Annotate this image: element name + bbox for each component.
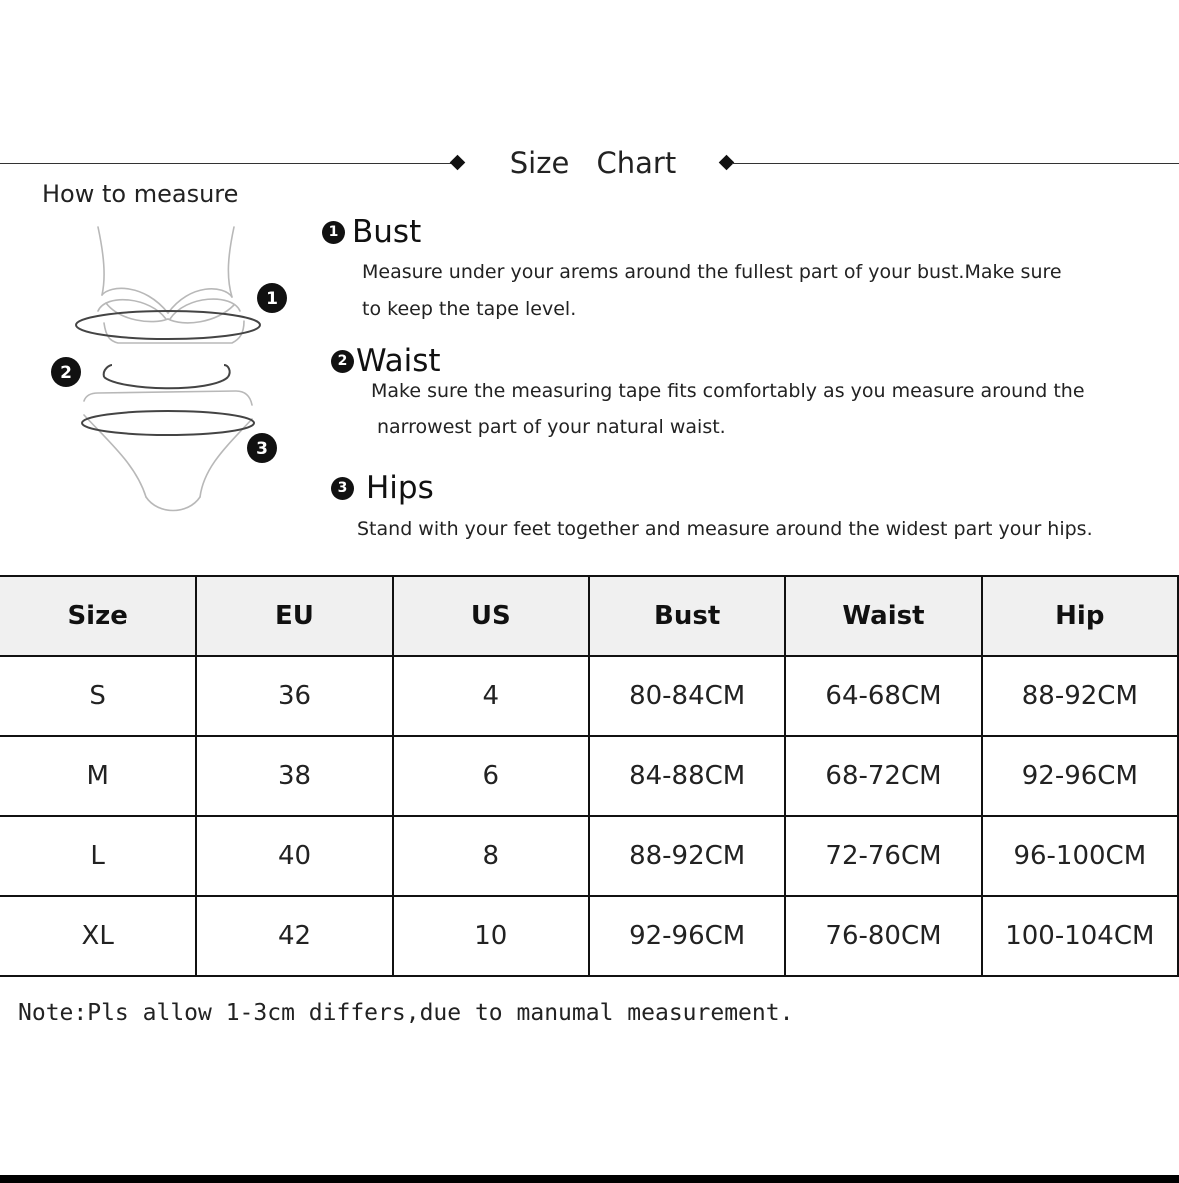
bust-heading bbox=[322, 214, 421, 250]
bust-line-2: to keep the tape level. bbox=[362, 298, 577, 320]
table-cell: 6 bbox=[393, 736, 589, 816]
waist-line-1: Make sure the measuring tape fits comfortably as you measure around the bbox=[371, 380, 1085, 402]
size-table bbox=[0, 575, 1179, 977]
bust-line-1: Measure under your arems around the fullest part of your bust.Make sure bbox=[362, 261, 1062, 283]
table-cell: 100-104CM bbox=[982, 896, 1178, 976]
header-rule-left bbox=[0, 163, 452, 164]
table-cell: 88-92CM bbox=[982, 656, 1178, 736]
table-cell: 72-76CM bbox=[785, 816, 981, 896]
table-header-row bbox=[0, 576, 1178, 656]
table-cell: 68-72CM bbox=[785, 736, 981, 816]
bottom-bar bbox=[0, 1175, 1179, 1183]
marker-1-icon bbox=[257, 283, 287, 313]
column-header-size: Size bbox=[0, 576, 196, 656]
diamond-icon bbox=[450, 155, 466, 171]
table-cell: 96-100CM bbox=[982, 816, 1178, 896]
column-header-hip: Hip bbox=[982, 576, 1178, 656]
table-row bbox=[0, 816, 1178, 896]
table-cell: 80-84CM bbox=[589, 656, 785, 736]
waist-line-2: narrowest part of your natural waist. bbox=[377, 416, 726, 438]
table-row bbox=[0, 896, 1178, 976]
table-cell: 8 bbox=[393, 816, 589, 896]
marker-3-icon bbox=[247, 433, 277, 463]
table-cell: XL bbox=[0, 896, 196, 976]
number-2-icon: 2 bbox=[331, 350, 354, 373]
table-cell: L bbox=[0, 816, 196, 896]
table-cell: 92-96CM bbox=[589, 896, 785, 976]
table-cell: S bbox=[0, 656, 196, 736]
header-rule-right bbox=[732, 163, 1179, 164]
marker-2-icon bbox=[51, 357, 81, 387]
column-header-waist: Waist bbox=[785, 576, 981, 656]
how-to-measure-title: How to measure bbox=[42, 180, 239, 208]
table-cell: 4 bbox=[393, 656, 589, 736]
table-row bbox=[0, 736, 1178, 816]
column-header-eu: EU bbox=[196, 576, 392, 656]
table-cell: 76-80CM bbox=[785, 896, 981, 976]
column-header-bust: Bust bbox=[589, 576, 785, 656]
bust-heading-label: Bust bbox=[352, 214, 422, 250]
table-cell: 92-96CM bbox=[982, 736, 1178, 816]
table-cell: 36 bbox=[196, 656, 392, 736]
table-cell: 40 bbox=[196, 816, 392, 896]
svg-text:2: 2 bbox=[60, 363, 72, 383]
number-3-icon: 3 bbox=[331, 477, 354, 500]
waist-description bbox=[371, 373, 1085, 445]
table-row bbox=[0, 656, 1178, 736]
svg-text:1: 1 bbox=[266, 289, 278, 309]
hips-heading-label: Hips bbox=[366, 470, 434, 506]
table-cell: 84-88CM bbox=[589, 736, 785, 816]
column-header-us: US bbox=[393, 576, 589, 656]
table-cell: 10 bbox=[393, 896, 589, 976]
hips-line-1: Stand with your feet together and measure around the widest part your hips. bbox=[357, 518, 1093, 540]
page-title: Size Chart bbox=[509, 146, 677, 180]
hips-description bbox=[357, 511, 1093, 548]
bust-description bbox=[362, 254, 1062, 328]
number-1-icon: 1 bbox=[322, 221, 345, 244]
hips-heading bbox=[331, 470, 434, 506]
table-cell: 88-92CM bbox=[589, 816, 785, 896]
table-cell: M bbox=[0, 736, 196, 816]
bikini-measure-illustration bbox=[40, 215, 300, 525]
waist-heading-label: Waist bbox=[356, 343, 441, 379]
table-cell: 64-68CM bbox=[785, 656, 981, 736]
svg-text:3: 3 bbox=[256, 439, 268, 459]
measurement-note: Note:Pls allow 1-3cm differs,due to manumal measurement. bbox=[18, 1000, 794, 1026]
table-cell: 42 bbox=[196, 896, 392, 976]
table-cell: 38 bbox=[196, 736, 392, 816]
